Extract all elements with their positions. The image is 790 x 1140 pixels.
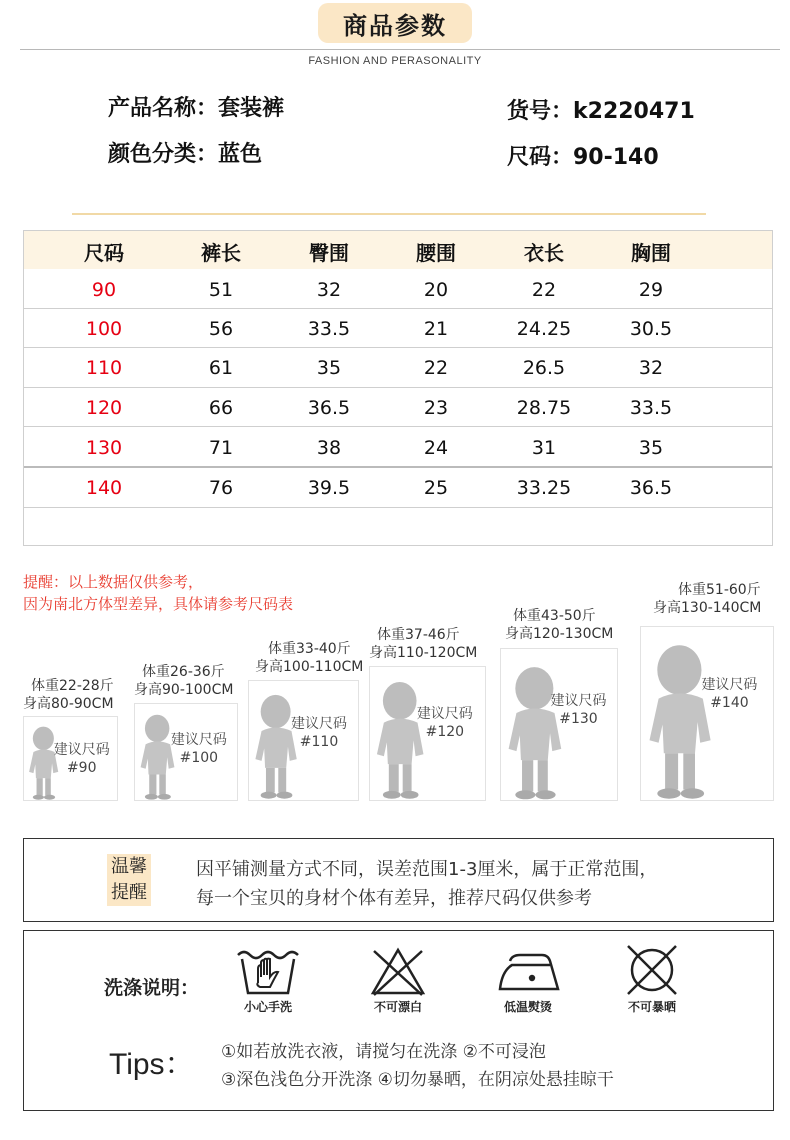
kid-height: 身高110-120CM (369, 645, 478, 661)
kid-recommended-size (538, 692, 619, 728)
size-cell: 100 (85, 318, 123, 340)
kid-rec-size: #100 (179, 750, 219, 767)
child-silhouette-icon (643, 644, 721, 800)
row-divider (24, 347, 772, 348)
no-sun-dry-icon (624, 943, 680, 1001)
reminder-line-2: 因为南北方体型差异，具体请参考尺码表 (23, 595, 294, 613)
table-header-cell: 臀围 (309, 241, 349, 265)
warm-tip-line-2: 每一个宝贝的身材个体有差异，推荐尺码仅供参考 (196, 888, 592, 909)
page-title: 商品参数 (318, 3, 472, 43)
table-cell: 56 (208, 318, 234, 340)
no-bleach-icon (370, 947, 426, 1001)
table-header-cell: 腰围 (416, 241, 456, 265)
table-cell: 35 (316, 357, 342, 379)
table-cell: 26.5 (522, 357, 566, 379)
kid-size-box (369, 666, 486, 801)
kid-weight: 体重33-40斤 (268, 641, 351, 657)
size-cell: 110 (85, 357, 123, 379)
kid-rec-label: 建议尺码 (53, 741, 110, 758)
info-divider (72, 213, 706, 215)
table-cell: 22 (531, 279, 557, 301)
kid-recommended-size (278, 715, 360, 751)
product-color: 颜色分类：蓝色 (108, 142, 263, 167)
kid-weight: 体重43-50斤 (513, 608, 596, 624)
kid-size-box (23, 716, 118, 801)
table-cell: 51 (208, 279, 234, 301)
kid-height: 身高100-110CM (255, 659, 364, 675)
kid-rec-label: 建议尺码 (416, 705, 473, 722)
table-cell: 22 (423, 357, 449, 379)
table-cell: 36.5 (307, 397, 351, 419)
wash-title: 洗涤说明： (104, 977, 200, 999)
table-cell: 24.25 (516, 318, 572, 340)
kid-height: 身高90-100CM (134, 682, 234, 698)
table-cell: 33.25 (516, 477, 572, 499)
kid-rec-size: #120 (425, 723, 465, 740)
product-size-range: 尺码：90-140 (507, 145, 659, 170)
table-cell: 66 (208, 397, 234, 419)
kid-rec-label: 建议尺码 (701, 677, 758, 693)
kid-rec-label: 建议尺码 (291, 715, 347, 732)
kid-height: 身高80-90CM (23, 696, 114, 712)
kid-size-box (640, 626, 774, 801)
table-cell: 32 (316, 279, 342, 301)
table-cell: 33.5 (629, 397, 673, 419)
kid-rec-size: #90 (66, 759, 97, 776)
kid-weight: 体重37-46斤 (377, 627, 460, 643)
kid-rec-label: 建议尺码 (550, 692, 607, 709)
table-header-cell: 尺码 (84, 241, 124, 265)
no-sun-dry-label: 不可暴晒 (627, 1000, 676, 1014)
table-header-cell: 衣长 (524, 241, 564, 265)
warm-tip-title (107, 854, 151, 906)
header-divider (20, 49, 780, 50)
table-cell: 32 (638, 357, 664, 379)
kid-weight: 体重22-28斤 (31, 678, 114, 694)
tips-word: Tips： (109, 1048, 195, 1081)
product-sku: 货号：k2220471 (507, 99, 695, 124)
no-bleach-label: 不可漂白 (373, 1000, 422, 1014)
kid-size-box (248, 680, 359, 801)
tips-line-1: ①如若放洗衣液，请搅匀在洗涤 ②不可浸泡 (221, 1042, 546, 1062)
table-cell: 76 (208, 477, 234, 499)
table-cell: 24 (423, 437, 449, 459)
table-cell: 20 (423, 279, 449, 301)
kid-size-box (500, 648, 618, 801)
table-cell: 61 (208, 357, 234, 379)
low-iron-label: 低温熨烫 (503, 1000, 552, 1014)
table-cell: 33.5 (307, 318, 351, 340)
kid-rec-size: #110 (299, 733, 339, 750)
table-cell: 21 (423, 318, 449, 340)
warm-tip-title-line-1: 温馨 (111, 856, 147, 877)
warm-tip-title-line-2: 提醒 (111, 882, 147, 903)
page-subtitle: FASHION AND PERASONALITY (308, 55, 482, 67)
child-silhouette-icon (503, 666, 570, 800)
tips-line-2: ③深色浅色分开洗涤 ④切勿暴晒，在阴凉处悬挂晾干 (221, 1070, 614, 1090)
table-cell: 23 (423, 397, 449, 419)
table-cell: 36.5 (629, 477, 673, 499)
size-cell: 120 (85, 397, 123, 419)
row-divider (24, 308, 772, 309)
hand-wash-icon (236, 947, 300, 1001)
table-cell: 38 (316, 437, 342, 459)
table-cell: 28.75 (516, 397, 572, 419)
warm-tip-line-1: 因平铺测量方式不同，误差范围1-3厘米，属于正常范围， (196, 859, 658, 880)
kid-recommended-size (684, 676, 775, 712)
table-cell: 35 (638, 437, 664, 459)
size-cell: 140 (85, 477, 123, 499)
kid-recommended-size (403, 705, 487, 741)
row-divider (24, 466, 772, 468)
kid-weight: 体重51-60斤 (678, 582, 761, 598)
kid-rec-label: 建议尺码 (170, 732, 227, 749)
table-header-cell: 胸围 (631, 241, 671, 265)
table-cell: 31 (531, 437, 557, 459)
low-iron-icon (498, 951, 562, 999)
table-cell: 39.5 (307, 477, 351, 499)
size-cell: 90 (91, 279, 117, 301)
row-divider (24, 507, 772, 508)
hand-wash-label: 小心手洗 (243, 1000, 292, 1014)
kid-height: 身高130-140CM (653, 600, 762, 616)
row-divider (24, 426, 772, 427)
kid-recommended-size (44, 741, 119, 777)
size-cell: 130 (85, 437, 123, 459)
row-divider (24, 387, 772, 388)
table-cell: 29 (638, 279, 664, 301)
product-name: 产品名称：套装裤 (108, 96, 285, 121)
table-cell: 71 (208, 437, 234, 459)
kid-rec-size: #140 (710, 695, 749, 711)
table-cell: 30.5 (629, 318, 673, 340)
size-table (23, 230, 773, 546)
warm-tip-box (23, 838, 774, 922)
kid-rec-size: #130 (559, 710, 598, 727)
kid-weight: 体重26-36斤 (142, 664, 225, 680)
kid-size-box (134, 703, 238, 801)
kid-recommended-size (159, 731, 239, 767)
table-cell: 25 (423, 477, 449, 499)
table-header-cell: 裤长 (201, 241, 241, 265)
kid-height: 身高120-130CM (505, 626, 614, 642)
reminder-line-1: 提醒：以上数据仅供参考， (23, 573, 204, 591)
wash-instructions-box (23, 930, 774, 1111)
